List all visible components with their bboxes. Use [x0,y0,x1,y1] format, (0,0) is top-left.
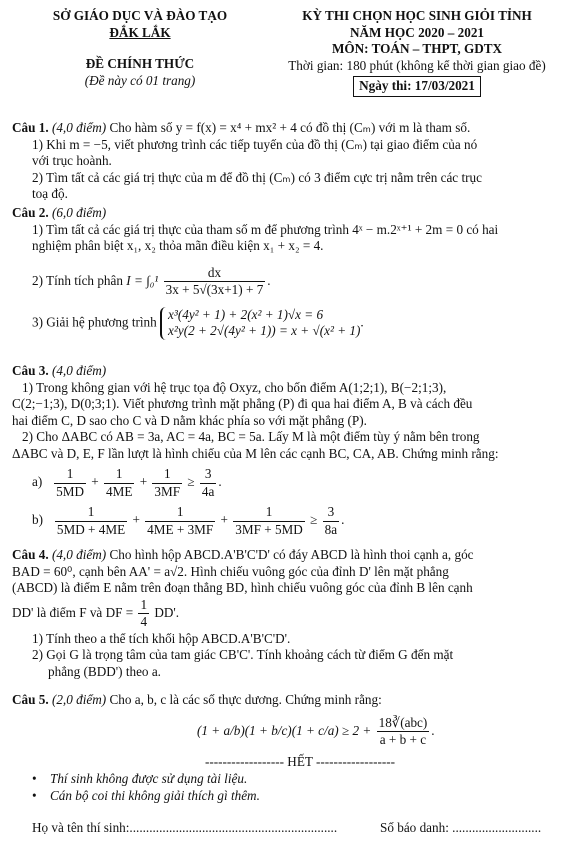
q5-rhs-den: a + b + c [379,732,427,747]
q3-b-plus-1: + [132,512,140,528]
q3-b-num-rhs: 3 [323,504,339,522]
q3-b-geq: ≥ [310,512,318,528]
q3-a-plus-1: + [91,474,99,490]
q3-b-den-rhs: 8a [324,521,338,537]
candidate-info [32,820,542,837]
q4-frac-den: 4 [140,614,148,629]
end-mark: ------------------ HẾT ------------------ [204,754,396,769]
q3-a-label: a) [32,474,43,490]
q3-a-geq: ≥ [187,474,195,490]
q1-intro: Cho hàm số y = f(x) = x⁴ + mx² + 4 có đồ thị (Cₘ) với m là tham số. [109,120,471,135]
q3-a-num-3: 1 [152,466,182,484]
q3-points: (4,0 điểm) [51,363,107,378]
header-right [262,8,572,97]
q4-part1: 1) Tính theo a thể tích khối hộp ABCD.A'B'C'D'. [32,630,291,646]
q3-b-frac-1 [55,504,127,538]
q5-lhs: (1 + a/b)(1 + b/c)(1 + c/a) ≥ 2 + [197,722,372,738]
question-1 [12,120,577,203]
q3-b-frac-rhs [323,504,339,538]
exam-date: Ngày thi: 17/03/2021 [353,76,481,97]
school-year: NĂM HỌC 2020 – 2021 [349,24,485,40]
q3-a-den-1: 5MD [56,483,84,499]
exam-title: KỲ THI CHỌN HỌC SINH GIỎI TỈNH [302,8,532,23]
q4-line4 [12,597,577,631]
q3-part1-cont: C(2;−1;3), D(0;3;1). Viết phương trình mặt phẳng (P) đi qua hai điểm A, B và cách đều [12,396,473,411]
q4-line4-end: DD'. [154,604,180,620]
q5-rhs-fraction [377,715,430,749]
q3-part2-cont: ΔABC và D, E, F lần lượt là hình chiếu của M lên các cạnh BC, CA, AB. Chứng minh rằng: [12,445,499,461]
q4-line1: Cho hình hộp ABCD.A'B'C'D' có đáy ABCD là hình thoi cạnh a, góc [109,547,474,562]
time-limit: Thời gian: 180 phút (không kể thời gian giao đề) [288,57,546,73]
q3-b-num-1: 1 [55,504,127,522]
q3-b-den-2: 4ME + 3MF [147,521,214,537]
footer-notes [32,771,260,804]
q3-a-den-rhs: 4a [201,483,215,499]
q3-a-frac-1 [54,466,86,500]
q3-b-end: . [341,512,345,528]
q5-end: . [431,722,435,738]
question-3 [12,363,577,538]
q3-part1: 1) Trong không gian với hệ trục tọa độ Oxyz, cho bốn điểm A(1;2;1), B(−2;1;3), [22,379,447,395]
q4-part2-cont: phẳng (BDD') theo a. [48,663,161,679]
q5-points: (2,0 điểm) [51,692,107,707]
q2-points: (6,0 điểm) [51,205,107,220]
question-5 [12,692,577,749]
q3-a-den-2: 4ME [106,483,133,499]
org-province: ĐẮK LẮK [109,24,171,40]
q3-b-den-3: 3MF + 5MD [235,521,303,537]
q3-a-frac-3 [152,466,182,500]
q3-b-label: b) [32,512,43,528]
org-name: SỞ GIÁO DỤC VÀ ĐÀO TẠO [52,8,228,23]
candidate-name-line: Họ và tên thí sinh:............................................................... [32,820,338,835]
q4-label: Câu 4. [12,547,49,562]
q5-label: Câu 5. [12,692,49,707]
q2-integral-num: dx [164,265,266,283]
q4-part2: 2) Gọi G là trọng tâm của tam giác CB'C'. Tính khoảng cách từ điểm G đến mặt [32,647,454,662]
q3-a-frac-2 [104,466,134,500]
q4-frac-num: 1 [138,597,149,615]
q3-part1-cont2: hai điểm C, D sao cho C và D nằm khác phía so với mặt phẳng (P). [12,412,367,428]
note-no-documents: • Thí sinh không được sử dụng tài liệu. [32,771,260,788]
q2-integral-fraction [164,265,266,299]
q4-line2: BAD = 60⁰, cạnh bên AA' = a√2. Hình chiếu vuông góc của đỉnh D' lên mặt phẳng [12,563,449,579]
question-4 [12,547,577,680]
q1-part2: 2) Tìm tất cả các giá trị thực của m để đồ thị (Cₘ) có 3 điểm cực trị nằm trên các trục [32,169,482,185]
q1-label: Câu 1. [12,120,49,135]
q3-label: Câu 3. [12,363,49,378]
q2-eq1: x³(4y² + 1) + 2(x² + 1)√x = 6 [168,306,324,322]
q3-part2: 2) Cho ΔABC có AB = 3a, AC = 4a, BC = 5a. Lấy M là một điểm tùy ý nằm bên trong [22,429,480,444]
subject: MÔN: TOÁN – THPT, GDTX [331,41,503,56]
q3-ineq-a [12,466,577,500]
q4-points: (4,0 điểm) [51,547,107,562]
q4-line4-start: DD' là điểm F và DF = [12,604,134,620]
q1-part1: 1) Khi m = −5, viết phương trình các tiếp tuyến của đồ thị (Cₘ) tại giao điểm của nó [32,136,478,152]
q4-fraction [138,597,149,631]
pages-note: (Đề này có 01 trang) [84,72,196,88]
q2-part1: 1) Tìm tất cả các giá trị thực của tham số m để phương trình 4ˣ − m.2ˣ⁺¹ + 2m = 0 có hai [32,221,499,237]
q5-intro: Cho a, b, c là các số thực dương. Chứng minh rằng: [109,692,382,707]
q3-a-den-3: 3MF [154,483,181,499]
q1-part1-cont: với trục hoành. [32,153,112,168]
q1-points: (4,0 điểm) [51,120,107,135]
note-no-explanation: • Cán bộ coi thi không giải thích gì thêm. [32,788,260,805]
q3-a-frac-rhs [200,466,216,500]
q2-part2: 2) Tính tích phân [32,272,123,288]
q3-a-num-rhs: 3 [200,466,216,484]
q2-part1-cont: nghiệm phân biệt x₁, x₂ thỏa mãn điều kiện x₁ + x₂ = 4. [32,238,324,253]
q3-b-num-3: 1 [233,504,305,522]
header-left [40,8,240,89]
q3-ineq-b [12,504,577,538]
q3-a-num-1: 1 [54,466,86,484]
q2-part3: 3) Giải hệ phương trình [32,314,157,330]
official-label: ĐỀ CHÍNH THỨC [85,56,195,71]
q5-inequality [12,715,577,749]
q3-a-plus-2: + [139,474,148,490]
q3-a-end: . [218,474,222,490]
q2-system [160,307,360,340]
q2-eq2: x²y(2 + 2√(4y² + 1)) = x + √(x² + 1) [168,323,361,338]
q3-b-frac-3 [233,504,305,538]
q3-b-den-1: 5MD + 4ME [56,521,126,537]
question-2: Câu 2. (6,0 điểm) 1) Tìm tất cả các giá trị thực của tham số m để phương trình 4ˣ − m.2ˣ⁺¹ + 2m = 0 có hai nghiệm phân biệt x₁, x₂ thỏa mãn điều kiện x₁ + x₂ = 4. 2) Tính tích phân I = ∫₀¹ $\frac{dx}{3x + 5√(3x+1) + 7}$ . 3) Giải hệ phương trình x³(4y² + 1) + 2(x² + 1)√x = 6 x²y(2 + 2√(4y² + 1)) = x + √(x² + 1) . [12,205,577,340]
q3-b-num-2: 1 [145,504,215,522]
q3-b-plus-2: + [220,512,228,528]
q2-label: Câu 2. [12,205,49,220]
q2-integral-den: 3x + 5√(3x+1) + 7 [165,282,264,297]
q1-part2-cont: toạ độ. [32,186,68,201]
candidate-id-line: Số báo danh: ........................... [380,820,542,835]
q2-integral-lhs: I = ∫₀¹ [126,272,159,288]
q3-a-num-2: 1 [104,466,134,484]
q3-b-frac-2 [145,504,215,538]
q4-line3: (ABCD) là điểm E nằm trên đoạn thẳng BD, hình chiếu vuông góc của đỉnh B lên cạnh [12,580,473,595]
q5-rhs-num: 18∛(abc) [377,715,430,733]
